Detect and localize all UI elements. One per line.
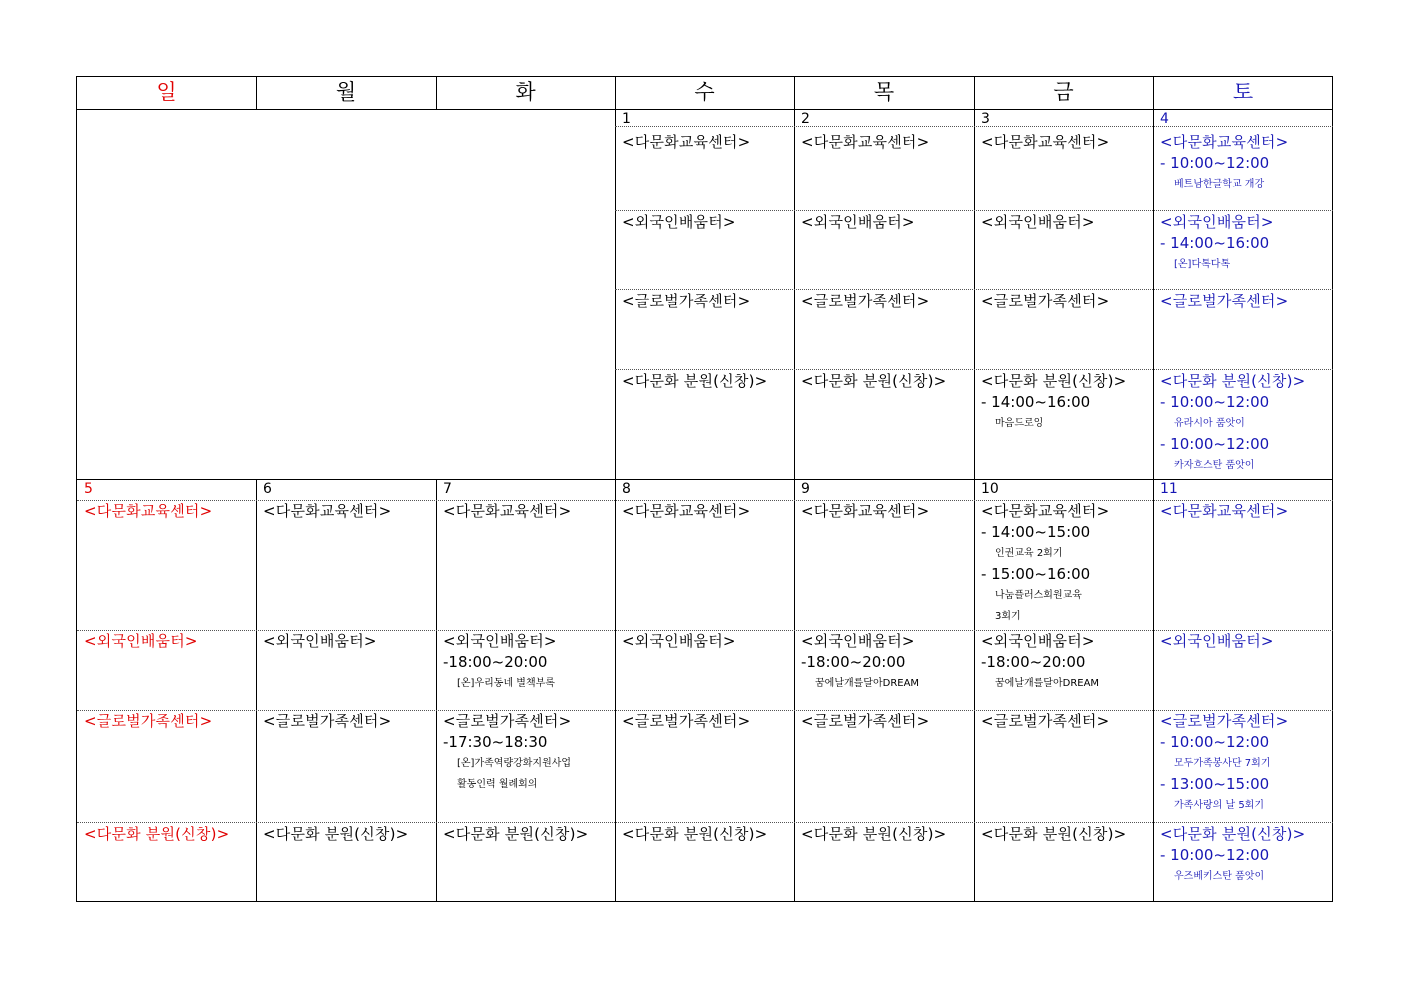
day-cell: [615, 501, 794, 630]
day-cell: [794, 631, 974, 710]
schedule-event: [981, 564, 1153, 627]
day-cell: [256, 711, 436, 823]
schedule-event: [1160, 392, 1333, 434]
column-divider: [436, 77, 437, 109]
event-time: - 10:00~12:00: [1160, 393, 1270, 411]
day-cell: [974, 711, 1153, 823]
day-cell: [77, 711, 256, 823]
event-title: [온]다톡다톡: [1174, 259, 1231, 270]
event-time: - 15:00~16:00: [981, 565, 1091, 583]
day-cell: [615, 132, 794, 211]
day-cell: [1153, 711, 1333, 823]
schedule-event: [443, 652, 615, 694]
event-title: 모두가족봉사단 7회기: [1174, 758, 1271, 769]
category-label: <다문화교육센터>: [443, 502, 572, 520]
event-title: 마음드로잉: [995, 418, 1044, 429]
day-cell: [436, 711, 615, 823]
category-label: <다문화교육센터>: [622, 133, 751, 151]
day-cell: [1153, 501, 1333, 630]
day-cell: [794, 291, 974, 370]
category-label: <다문화교육센터>: [622, 502, 751, 520]
category-label: <글로벌가족센터>: [981, 292, 1110, 310]
day-cell: [436, 824, 615, 902]
day-cell: [974, 501, 1153, 630]
date-number: 5: [84, 481, 93, 497]
day-cell: [794, 371, 974, 479]
date-number: 8: [622, 481, 631, 497]
category-label: <외국인배움터>: [622, 632, 736, 650]
schedule-event: [1160, 774, 1333, 816]
column-divider: [256, 77, 257, 109]
schedule-event: [1160, 153, 1333, 195]
category-label: <다문화교육센터>: [263, 502, 392, 520]
category-label: <외국인배움터>: [801, 632, 915, 650]
category-label: <글로벌가족센터>: [443, 712, 572, 730]
category-label: <외국인배움터>: [622, 213, 736, 231]
event-title: [온]가족역량강화지원사업: [457, 758, 572, 769]
category-label: <외국인배움터>: [1160, 632, 1274, 650]
event-title: 가족사랑의 날 5회기: [1174, 800, 1264, 811]
category-label: <글로벌가족센터>: [801, 712, 930, 730]
event-title: 유라시아 품앗이: [1174, 418, 1245, 429]
date-number: 4: [1160, 111, 1169, 127]
day-cell: [794, 501, 974, 630]
weekday-header: 일: [156, 80, 177, 104]
event-time: - 10:00~12:00: [1160, 846, 1270, 864]
day-cell: [1153, 631, 1333, 710]
category-label: <외국인배움터>: [981, 213, 1095, 231]
day-cell: [615, 212, 794, 290]
event-time: - 10:00~12:00: [1160, 733, 1270, 751]
category-label: <글로벌가족센터>: [622, 292, 751, 310]
category-label: <외국인배움터>: [263, 632, 377, 650]
category-label: <외국인배움터>: [443, 632, 557, 650]
date-number: 7: [443, 481, 452, 497]
event-time: - 14:00~16:00: [981, 393, 1091, 411]
event-time: - 14:00~16:00: [1160, 234, 1270, 252]
day-cell: [974, 291, 1153, 370]
day-cell: [974, 371, 1153, 479]
event-title: 3회기: [995, 611, 1021, 622]
category-label: <다문화 분원(신창)>: [801, 825, 947, 843]
event-title: 베트남한글학교 개강: [1174, 179, 1265, 190]
date-number: 6: [263, 481, 272, 497]
day-cell: [794, 212, 974, 290]
day-cell: [436, 631, 615, 710]
monthly-calendar: [76, 76, 1333, 902]
date-number: 1: [622, 111, 631, 127]
event-title: 활동인력 월례회의: [457, 779, 538, 790]
weekday-header: 토: [1232, 80, 1254, 104]
category-label: <다문화교육센터>: [1160, 133, 1289, 151]
category-label: <외국인배움터>: [981, 632, 1095, 650]
schedule-event: [981, 652, 1153, 694]
row-divider: [77, 109, 1332, 110]
day-cell: [1153, 132, 1333, 211]
day-cell: [974, 631, 1153, 710]
day-cell: [1153, 291, 1333, 370]
weekday-header: 월: [335, 80, 357, 104]
event-time: -18:00~20:00: [981, 653, 1086, 671]
day-cell: [256, 631, 436, 710]
category-label: <글로벌가족센터>: [84, 712, 213, 730]
category-label: <다문화 분원(신창)>: [622, 825, 768, 843]
day-cell: [77, 501, 256, 630]
event-time: - 14:00~15:00: [981, 523, 1091, 541]
category-label: <다문화교육센터>: [981, 133, 1110, 151]
day-cell: [615, 371, 794, 479]
event-title: 꿈에날개를달아DREAM: [995, 678, 1100, 689]
event-time: -18:00~20:00: [801, 653, 906, 671]
category-label: <다문화 분원(신창)>: [84, 825, 230, 843]
event-time: -17:30~18:30: [443, 733, 548, 751]
category-label: <다문화 분원(신창)>: [263, 825, 409, 843]
event-time: -18:00~20:00: [443, 653, 548, 671]
event-time: - 10:00~12:00: [1160, 154, 1270, 172]
day-cell: [974, 132, 1153, 211]
schedule-event: [1160, 233, 1333, 275]
event-time: - 10:00~12:00: [1160, 435, 1270, 453]
category-label: <글로벌가족센터>: [622, 712, 751, 730]
day-cell: [794, 711, 974, 823]
date-number: 3: [981, 111, 990, 127]
day-cell: [77, 631, 256, 710]
category-label: <다문화 분원(신창)>: [443, 825, 589, 843]
date-number: 10: [981, 481, 999, 497]
day-cell: [615, 711, 794, 823]
category-label: <다문화교육센터>: [981, 502, 1110, 520]
schedule-event: [1160, 845, 1333, 887]
schedule-event: [981, 522, 1153, 564]
schedule-event: [1160, 732, 1333, 774]
category-label: <다문화 분원(신창)>: [981, 372, 1127, 390]
category-label: <다문화교육센터>: [801, 133, 930, 151]
category-label: <글로벌가족센터>: [1160, 292, 1289, 310]
day-cell: [1153, 212, 1333, 290]
event-title: 나눔플러스회원교육: [995, 590, 1082, 601]
category-label: <다문화 분원(신창)>: [1160, 372, 1306, 390]
category-label: <글로벌가족센터>: [1160, 712, 1289, 730]
category-label: <다문화교육센터>: [801, 502, 930, 520]
category-label: <외국인배움터>: [801, 213, 915, 231]
day-cell: [256, 824, 436, 902]
day-cell: [1153, 371, 1333, 479]
date-number: 9: [801, 481, 810, 497]
weekday-header: 금: [1053, 80, 1074, 104]
category-label: <다문화교육센터>: [84, 502, 213, 520]
day-cell: [974, 212, 1153, 290]
category-label: <글로벌가족센터>: [263, 712, 392, 730]
day-cell: [974, 824, 1153, 902]
event-title: [온]우리동네 별책부록: [457, 678, 555, 689]
day-cell: [794, 132, 974, 211]
event-time: - 13:00~15:00: [1160, 775, 1270, 793]
category-label: <다문화교육센터>: [1160, 502, 1289, 520]
day-cell: [436, 501, 615, 630]
category-label: <글로벌가족센터>: [801, 292, 930, 310]
category-label: <글로벌가족센터>: [981, 712, 1110, 730]
schedule-event: [443, 732, 615, 795]
day-cell: [615, 291, 794, 370]
day-cell: [794, 824, 974, 902]
day-cell: [77, 824, 256, 902]
category-label: <다문화 분원(신창)>: [1160, 825, 1306, 843]
schedule-event: [801, 652, 974, 694]
weekday-header: 목: [873, 80, 895, 104]
category-label: <다문화 분원(신창)>: [801, 372, 947, 390]
schedule-event: [981, 392, 1153, 434]
category-label: <다문화 분원(신창)>: [981, 825, 1127, 843]
event-title: 카자흐스탄 품앗이: [1174, 460, 1255, 471]
day-cell: [615, 824, 794, 902]
date-number: 2: [801, 111, 810, 127]
day-cell: [256, 501, 436, 630]
event-title: 우즈베키스탄 품앗이: [1174, 871, 1265, 882]
day-cell: [615, 631, 794, 710]
date-number: 11: [1160, 481, 1178, 497]
day-cell: [1153, 824, 1333, 902]
event-title: 꿈에날개를달아DREAM: [815, 678, 920, 689]
category-label: <다문화 분원(신창)>: [622, 372, 768, 390]
category-label: <외국인배움터>: [1160, 213, 1274, 231]
weekday-header: 수: [694, 80, 715, 104]
category-label: <외국인배움터>: [84, 632, 198, 650]
weekday-header: 화: [515, 80, 536, 104]
event-title: 인권교육 2회기: [995, 548, 1063, 559]
schedule-event: [1160, 434, 1333, 476]
